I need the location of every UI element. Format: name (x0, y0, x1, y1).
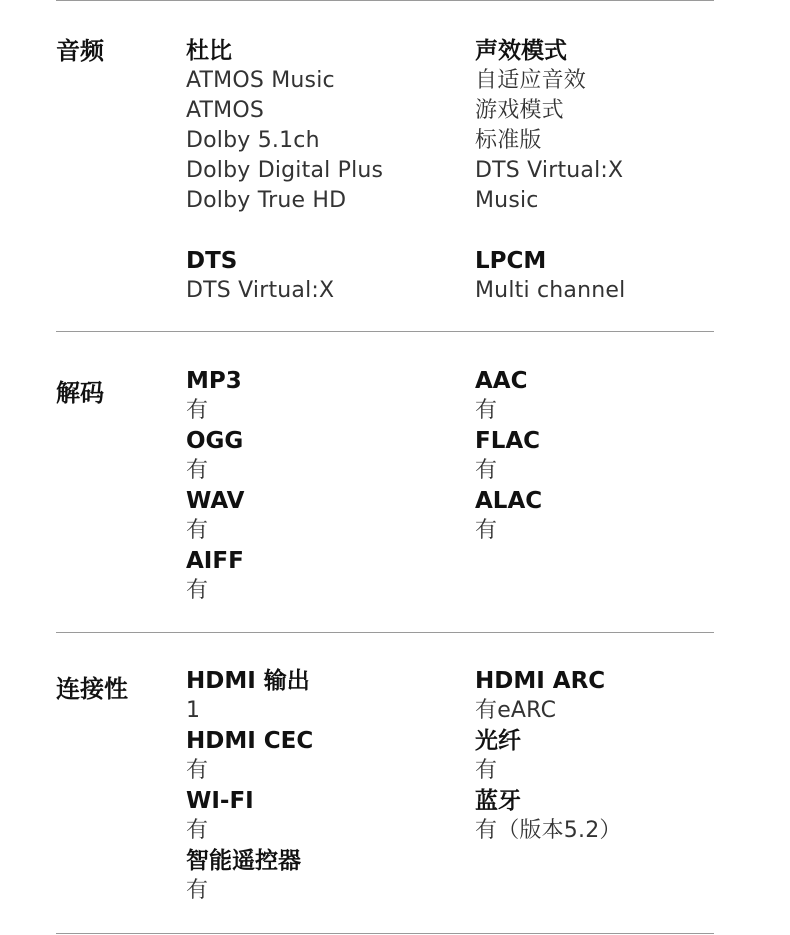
spec-value: Dolby True HD (186, 188, 347, 213)
spec-value: 1 (186, 698, 201, 723)
spec-value: ATMOS Music (186, 68, 335, 93)
spec-heading: HDMI CEC (186, 728, 314, 754)
spec-value: 有eARC (475, 698, 557, 723)
spec-heading: DTS (186, 248, 238, 274)
spec-heading: HDMI 输出 (186, 668, 310, 694)
spec-value: Dolby 5.1ch (186, 128, 320, 153)
audio-left-column (186, 36, 456, 306)
divider-decode-connectivity (56, 632, 714, 633)
spec-value: 有 (475, 398, 498, 423)
spec-value: 有（版本5.2） (475, 818, 622, 843)
spec-heading: AAC (475, 368, 528, 394)
connectivity-right-column (475, 666, 745, 846)
spec-heading: AIFF (186, 548, 244, 574)
spec-heading: WI-FI (186, 788, 254, 814)
spec-value: 有 (475, 758, 498, 783)
spec-heading: 声效模式 (475, 38, 567, 64)
spec-value: Music (475, 188, 539, 213)
spec-value: ATMOS (186, 98, 265, 123)
spec-value: 有 (186, 878, 209, 903)
spec-value: 游戏模式 (475, 98, 564, 123)
decode-right-column (475, 366, 745, 546)
spec-value: 有 (186, 578, 209, 603)
spec-value: DTS Virtual:X (186, 278, 335, 303)
spec-heading: 光纤 (475, 728, 521, 754)
spec-value: 有 (186, 518, 209, 543)
spec-value: 标准版 (475, 128, 542, 153)
section-title-decode: 解码 (56, 379, 104, 407)
spacer (475, 216, 745, 246)
spec-heading: HDMI ARC (475, 668, 606, 694)
spec-heading: 杜比 (186, 38, 232, 64)
spec-heading: OGG (186, 428, 244, 454)
spec-value: 有 (475, 518, 498, 543)
spec-value: 有 (475, 458, 498, 483)
audio-right-column (475, 36, 745, 306)
spec-heading: LPCM (475, 248, 547, 274)
spec-heading: MP3 (186, 368, 242, 394)
decode-left-column (186, 366, 456, 606)
spec-heading: WAV (186, 488, 245, 514)
spec-value: 有 (186, 398, 209, 423)
spec-heading: ALAC (475, 488, 543, 514)
spec-heading: 智能遥控器 (186, 848, 301, 874)
spec-value: 自适应音效 (475, 68, 587, 93)
spec-value: DTS Virtual:X (475, 158, 624, 183)
section-title-audio: 音频 (56, 37, 104, 65)
divider-audio-decode (56, 331, 714, 332)
spec-value: 有 (186, 458, 209, 483)
bottom-divider (56, 933, 714, 934)
spacer (186, 216, 456, 246)
spec-value: Dolby Digital Plus (186, 158, 384, 183)
spec-value: Multi channel (475, 278, 626, 303)
section-title-connectivity: 连接性 (56, 675, 128, 703)
connectivity-left-column (186, 666, 456, 906)
spec-value: 有 (186, 758, 209, 783)
spec-value: 有 (186, 818, 209, 843)
top-divider (56, 0, 714, 1)
spec-heading: FLAC (475, 428, 541, 454)
spec-heading: 蓝牙 (475, 788, 521, 814)
